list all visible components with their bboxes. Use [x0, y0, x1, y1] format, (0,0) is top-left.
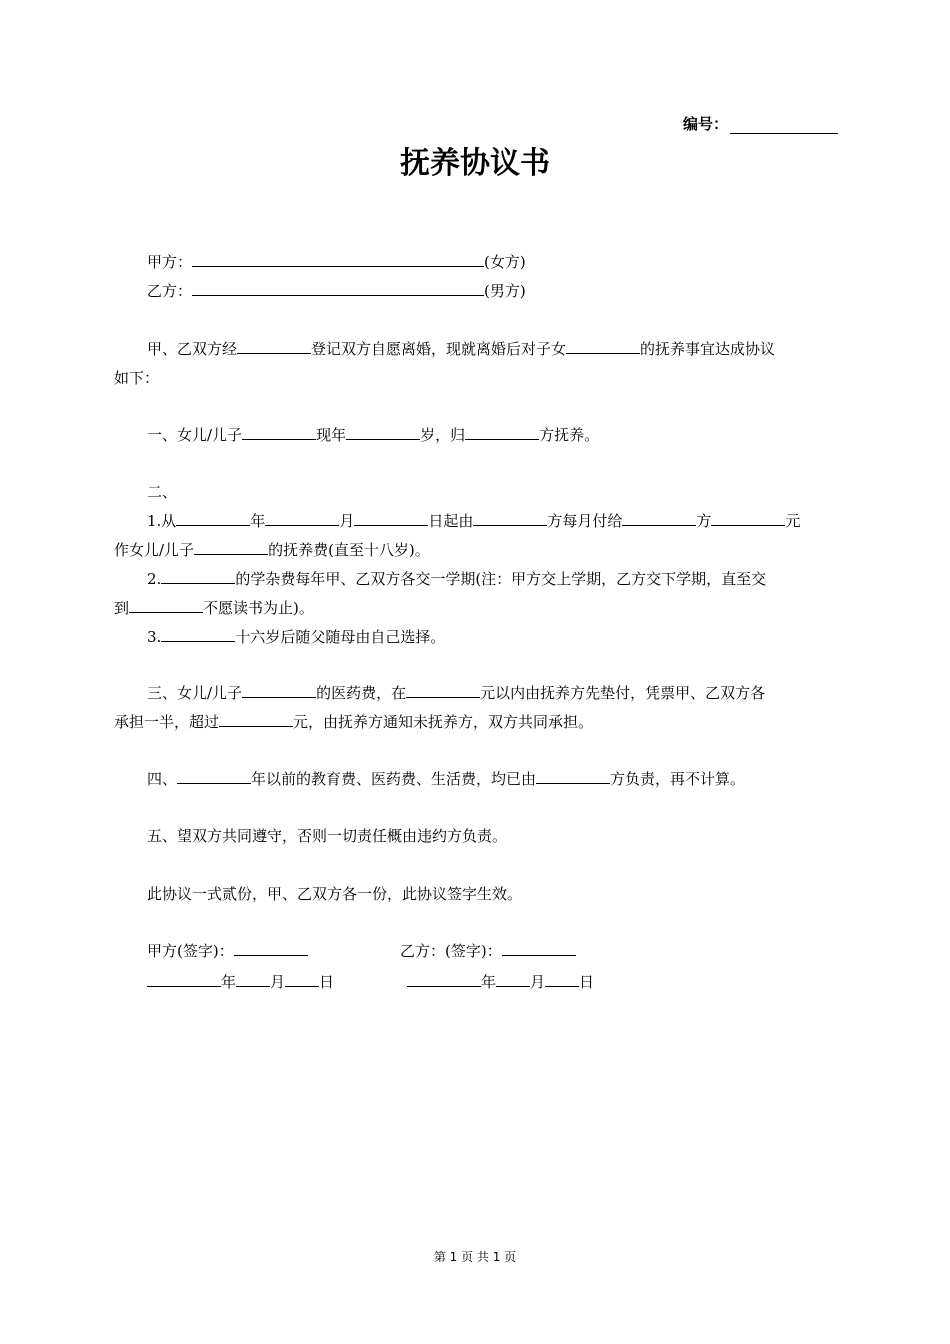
clause-3-text-4: 承担一半，超过 — [114, 713, 220, 731]
item-1-child-blank[interactable] — [194, 540, 268, 555]
party-a-date-row — [114, 968, 334, 997]
clause-1-text-3: 岁，归 — [420, 426, 466, 444]
party-a-suffix: (女方) — [484, 253, 526, 271]
item-2-child-blank-2[interactable] — [129, 598, 203, 613]
item-1-text-4: 日起由 — [428, 512, 474, 530]
clause-1-text-1: 一、女儿/儿子 — [147, 426, 243, 444]
party-b-signature-field[interactable] — [502, 941, 576, 956]
party-b-month-field[interactable] — [496, 972, 530, 987]
clause-4-text-1: 四、 — [147, 770, 178, 788]
party-a-year-label: 年 — [221, 973, 237, 991]
party-a-signature-label: 甲方(签字)： — [147, 942, 234, 960]
party-a-signature-field[interactable] — [234, 941, 308, 956]
clause-3-text-2: 的医药费，在 — [316, 684, 407, 702]
party-a-signature-row — [114, 937, 308, 966]
clause-1-child-blank[interactable] — [242, 425, 316, 440]
item-1-text-1: 1.从 — [147, 512, 177, 530]
intro-text-2: 登记双方自愿离婚，现就离婚后对子女 — [311, 340, 567, 358]
party-b-month-label: 月 — [530, 973, 546, 991]
clause-3-child-blank[interactable] — [242, 683, 316, 698]
clause-4-line — [114, 765, 745, 794]
item-3-text-1: 3. — [147, 628, 162, 646]
document-number — [683, 114, 838, 134]
party-b-signature-row — [400, 937, 576, 966]
clause-4-year-blank[interactable] — [177, 769, 251, 784]
registry-blank[interactable] — [237, 339, 311, 354]
clause-2-item-1-line-1 — [114, 507, 800, 536]
item-1-text-8: 作女儿/儿子 — [114, 541, 195, 559]
item-2-text-3: 到 — [114, 599, 130, 617]
document-number-field[interactable] — [730, 117, 838, 134]
party-a-row — [114, 248, 526, 277]
item-1-text-3: 月 — [339, 512, 355, 530]
clause-1-party-blank[interactable] — [465, 425, 539, 440]
party-a-month-label: 月 — [270, 973, 286, 991]
item-1-payee-blank[interactable] — [622, 511, 696, 526]
clause-3-line-2 — [114, 708, 593, 737]
clause-2-item-3-line — [114, 623, 445, 652]
item-3-child-blank[interactable] — [161, 627, 235, 642]
clause-3-exceed-blank[interactable] — [219, 712, 293, 727]
party-a-label: 甲方： — [147, 253, 193, 271]
document-title: 抚养协议书 — [400, 146, 550, 181]
clause-1-line — [114, 421, 599, 450]
item-2-text-1: 2. — [147, 570, 162, 588]
clause-4-text-2: 年以前的教育费、医药费、生活费，均已由 — [251, 770, 537, 788]
party-a-field[interactable] — [192, 250, 484, 267]
clause-2-item-1-line-2 — [114, 536, 430, 565]
party-b-label: 乙方： — [147, 282, 193, 300]
clause-3-text-1: 三、女儿/儿子 — [147, 684, 243, 702]
item-1-text-9: 的抚养费(直至十八岁)。 — [268, 541, 430, 559]
document-number-label: 编号： — [682, 115, 728, 133]
party-a-month-field[interactable] — [236, 972, 270, 987]
clause-2-item-2-line-2 — [114, 594, 314, 623]
clause-3-text-5: 元，由抚养方通知未抚养方，双方共同承担。 — [293, 713, 594, 731]
clause-1-text-4: 方抚养。 — [539, 426, 600, 444]
clause-3-text-3: 元以内由抚养方先垫付，凭票甲、乙双方各 — [480, 684, 766, 702]
party-b-suffix: (男方) — [484, 282, 526, 300]
clause-1-age-blank[interactable] — [346, 425, 420, 440]
item-2-child-blank[interactable] — [161, 569, 235, 584]
clause-2-heading — [114, 478, 177, 507]
item-1-month-blank[interactable] — [265, 511, 339, 526]
intro-line-1 — [114, 335, 775, 364]
intro-text-3: 的抚养事宜达成协议 — [640, 340, 776, 358]
intro-line-2 — [114, 364, 159, 393]
item-1-text-5: 方每月付给 — [547, 512, 623, 530]
party-b-date-row — [407, 968, 594, 997]
item-1-text-6: 方 — [696, 512, 712, 530]
item-1-day-blank[interactable] — [354, 511, 428, 526]
closing-text: 此协议一式贰份，甲、乙双方各一份，此协议签字生效。 — [147, 885, 523, 903]
intro-text-4: 如下： — [114, 369, 160, 387]
party-b-field[interactable] — [192, 279, 484, 296]
clause-2-heading-text: 二、 — [147, 483, 178, 501]
party-a-day-label: 日 — [319, 973, 335, 991]
item-2-text-4: 不愿读书为止)。 — [203, 599, 314, 617]
clause-3-limit-blank[interactable] — [406, 683, 480, 698]
party-b-signature-label: 乙方：(签字)： — [400, 942, 502, 960]
item-1-year-blank[interactable] — [176, 511, 250, 526]
party-b-year-label: 年 — [481, 973, 497, 991]
party-b-row — [114, 277, 526, 306]
item-1-text-2: 年 — [250, 512, 266, 530]
party-a-day-field[interactable] — [285, 972, 319, 987]
page-footer: 第 1 页 共 1 页 — [433, 1250, 517, 1264]
clause-3-line-1 — [114, 679, 765, 708]
child-name-blank[interactable] — [566, 339, 640, 354]
party-b-day-field[interactable] — [545, 972, 579, 987]
party-b-day-label: 日 — [579, 973, 595, 991]
clause-4-party-blank[interactable] — [536, 769, 610, 784]
intro-text-1: 甲、乙双方经 — [147, 340, 238, 358]
party-a-year-field[interactable] — [147, 972, 221, 987]
clause-4-text-3: 方负责，再不计算。 — [610, 770, 746, 788]
item-1-amount-blank[interactable] — [711, 511, 785, 526]
item-1-text-7: 元 — [785, 512, 801, 530]
party-b-year-field[interactable] — [407, 972, 481, 987]
clause-5-text: 五、望双方共同遵守，否则一切责任概由违约方负责。 — [147, 827, 508, 845]
clause-2-item-2-line-1 — [114, 565, 766, 594]
item-1-payer-blank[interactable] — [473, 511, 547, 526]
clause-1-text-2: 现年 — [316, 426, 347, 444]
item-3-text-2: 十六岁后随父随母由自己选择。 — [235, 628, 446, 646]
item-2-text-2: 的学杂费每年甲、乙双方各交一学期(注：甲方交上学期，乙方交下学期，直至交 — [235, 570, 767, 588]
